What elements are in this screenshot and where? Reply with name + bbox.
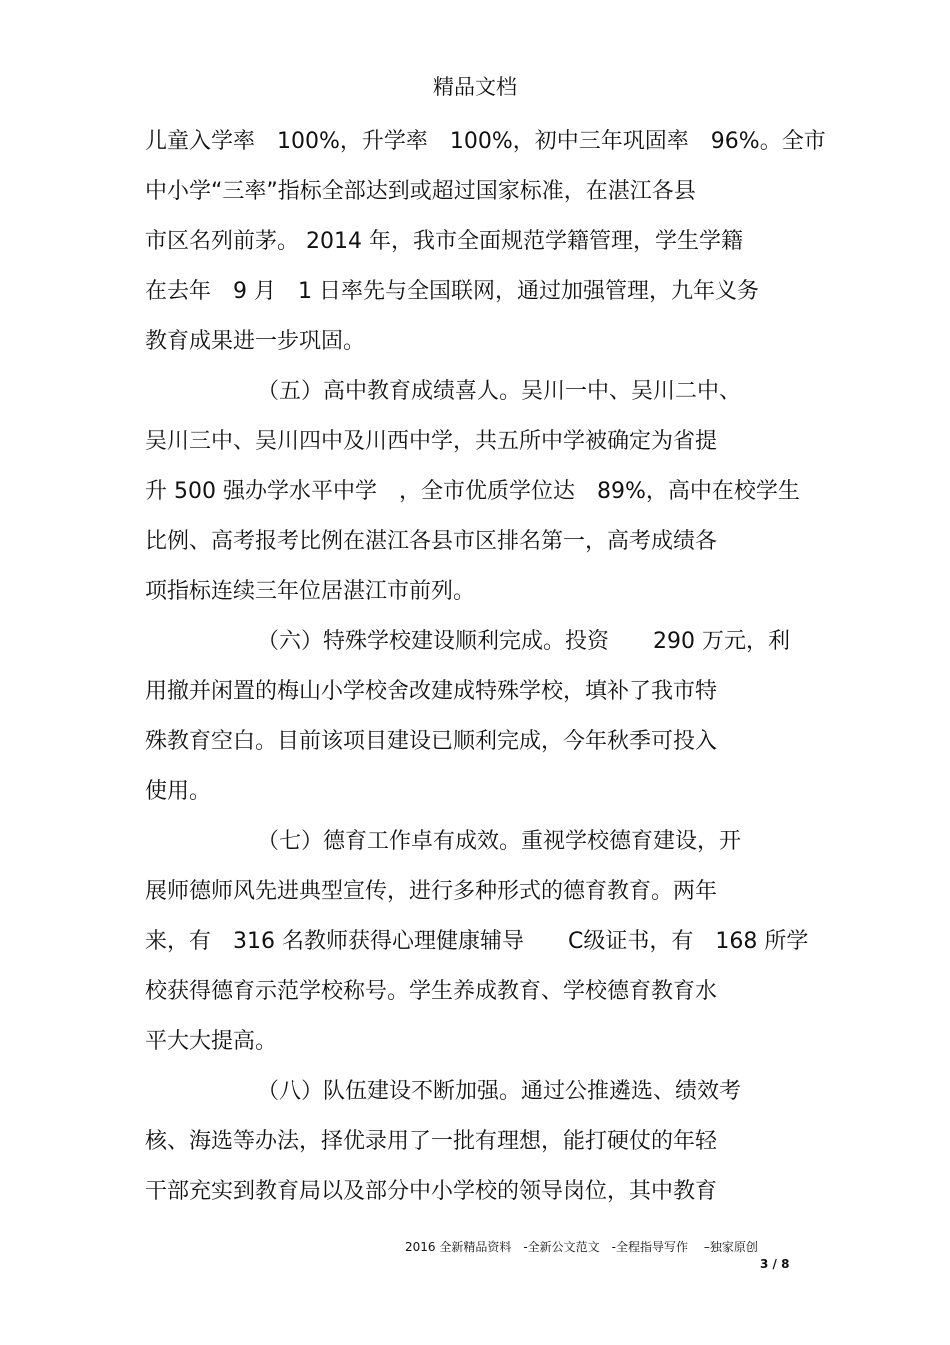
paragraph-first-line: （八）队伍建设不断加强。通过公推遴选、绩效考	[257, 1079, 742, 1104]
paragraph-first-line: （五）高中教育成绩喜人。吴川一中、吴川二中、	[257, 379, 742, 404]
text-line: 核、海选等办法，择优录用了一批有理想，能打硬仗的年轻	[145, 1129, 718, 1154]
footer-text: 2016 全新精品资料 -全新公文范文 -全程指导写作 –独家原创	[405, 1240, 758, 1254]
paragraph-first-line: （六）特殊学校建设顺利完成。投资 290 万元，利	[257, 629, 790, 654]
text-line: 教育成果进一步巩固。	[145, 329, 366, 354]
text-line: 升 500 强办学水平中学 ，全市优质学位达 89%，高中在校学生	[145, 479, 800, 504]
document-body	[145, 125, 826, 1225]
text-line: 比例、高考报考比例在湛江各县市区排名第一，高考成绩各	[145, 529, 718, 554]
paragraph-first-line: （七）德育工作卓有成效。重视学校德育建设，开	[257, 829, 742, 854]
text-line: 儿童入学率 100%，升学率 100%，初中三年巩固率 96%。全市	[145, 129, 826, 154]
text-line: 市区名列前茅。 2014 年，我市全面规范学籍管理，学生学籍	[145, 229, 743, 254]
text-line: 来，有 316 名教师获得心理健康辅导 C级证书，有 168 所学	[145, 929, 809, 954]
text-line: 校获得德育示范学校称号。学生养成教育、学校德育教育水	[145, 979, 718, 1004]
text-line: 展师德师风先进典型宣传，进行多种形式的德育教育。两年	[145, 879, 718, 904]
text-line: 使用。	[145, 779, 212, 804]
text-line: 干部充实到教育局以及部分中小学校的领导岗位，其中教育	[145, 1179, 718, 1204]
text-line: 殊教育空白。目前该项目建设已顺利完成，今年秋季可投入	[145, 729, 718, 754]
text-line: 中小学“三率”指标全部达到或超过国家标准，在湛江各县	[145, 179, 696, 204]
page-number: 3 / 8	[760, 1257, 790, 1271]
text-line: 平大大提高。	[145, 1029, 278, 1054]
text-line: 用撤并闲置的梅山小学校舍改建成特殊学校，填补了我市特	[145, 679, 718, 704]
text-line: 项指标连续三年位居湛江市前列。	[145, 579, 476, 604]
text-line: 在去年 9 月 1 日率先与全国联网，通过加强管理，九年义务	[145, 279, 759, 304]
page-header-title: 精品文档	[433, 75, 517, 99]
text-line: 吴川三中、吴川四中及川西中学，共五所中学被确定为省提	[145, 429, 718, 454]
